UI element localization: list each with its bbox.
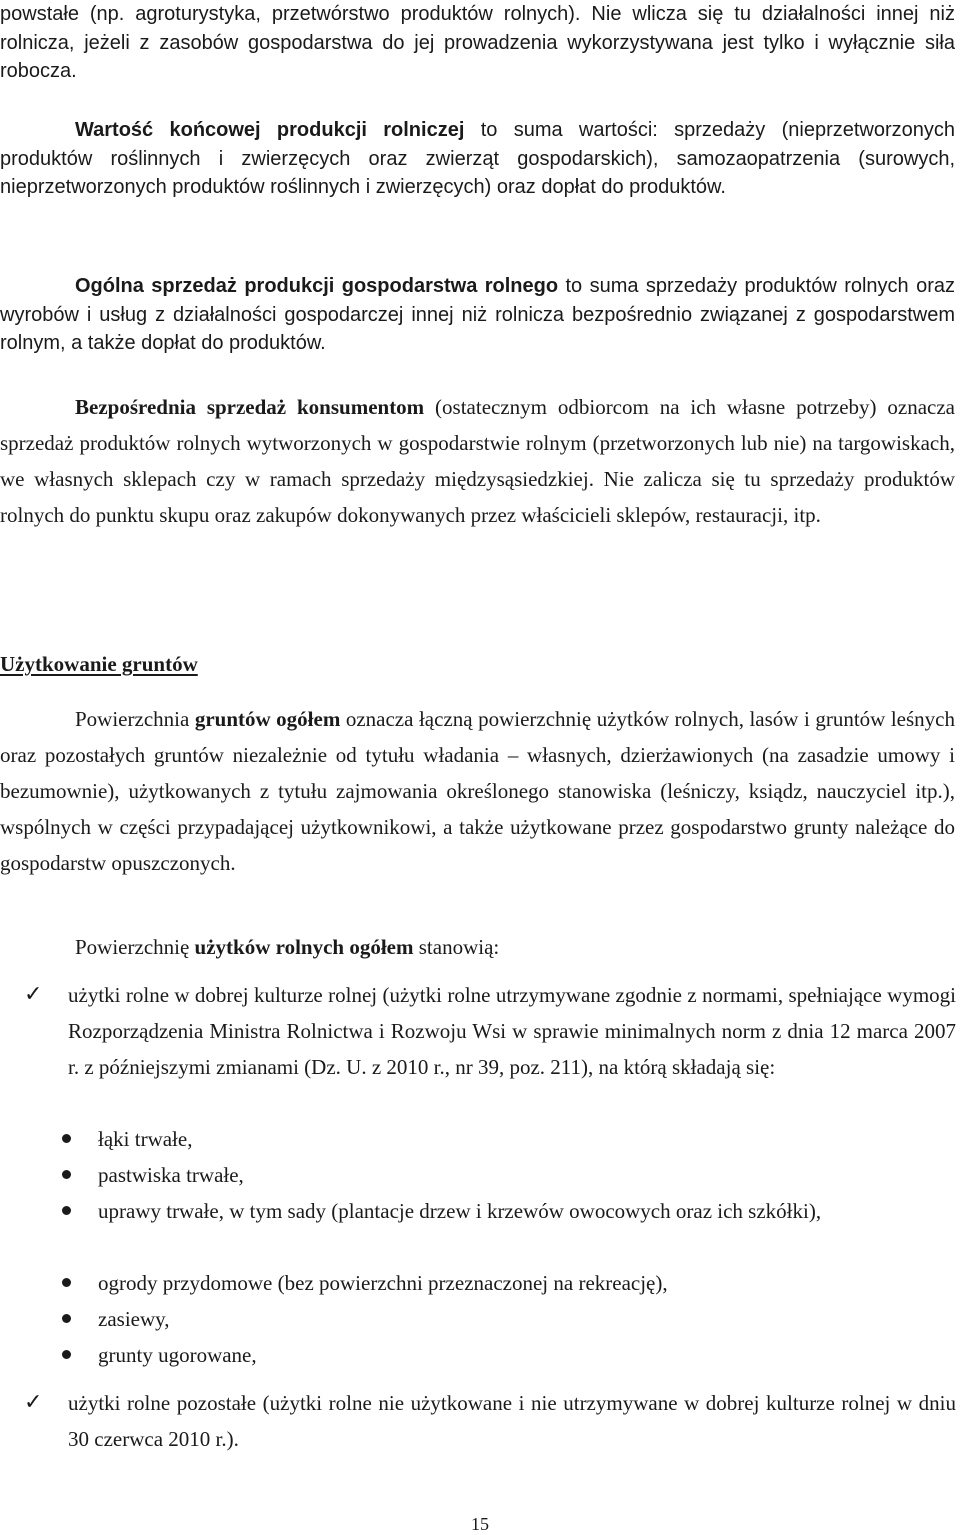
text-before: Powierzchnia [75, 707, 195, 731]
term-total-farm-sales: Ogólna sprzedaż produkcji gospodarstwa rolnego [75, 275, 559, 297]
sub-item-home-gardens [98, 1265, 956, 1301]
term-direct-sales: Bezpośrednia sprzedaż konsumentom [75, 395, 425, 419]
paragraph-final-agricultural-output [0, 116, 955, 202]
sub-item-permanent-crops [98, 1193, 956, 1229]
sub-item-text: grunty ugorowane, [98, 1343, 257, 1367]
list-item-good-condition-land [68, 977, 956, 1085]
sub-item-permanent-meadows [98, 1121, 956, 1157]
sub-item-text: ogrody przydomowe (bez powierzchni przeznaczonej na rekreację), [98, 1271, 668, 1295]
paragraph-text: powstałe (np. agroturystyka, przetwórstwo produktów rolnych). Nie wlicza się tu działalności innej niż rolnicza, jeżeli z zasobów gospodarstwa do jej prowadzenia wykorzystywana jest tylko i wyłącznie siła robocza. [0, 3, 955, 82]
list-item-text: użytki rolne pozostałe (użytki rolne nie użytkowane i nie utrzymywane w dobrej kulturze rolnej w dniu 30 czerwca 2010 r.). [68, 1391, 956, 1451]
list-item-other-land [68, 1385, 956, 1457]
checkmark-icon: ✓ [24, 1390, 43, 1415]
bullet-icon [62, 1206, 71, 1215]
definition-text: (ostatecznym odbiorcom na ich własne potrzeby) oznacza sprzedaż produktów rolnych wytworzonych w gospodarstwie rolnym (przetworzonych lub nie) na targowiskach, we własnych sklepach czy w ramach sprzedaży międzysąsiedzkiej. Nie zalicza się tu sprzedaży produktów rolnych do punktu skupu oraz zakupów dokonywanych przez właścicieli sklepów, restauracji, itp. [0, 395, 955, 527]
sub-item-text: uprawy trwałe, w tym sady (plantacje drzew i krzewów owocowych oraz ich szkółki), [98, 1199, 822, 1223]
sub-item-permanent-pastures [98, 1157, 956, 1193]
text-before: Powierzchnię [75, 935, 195, 959]
bullet-icon [62, 1350, 71, 1359]
paragraph-intro-continuation [0, 0, 955, 86]
bullet-icon [62, 1278, 71, 1287]
bullet-icon [62, 1134, 71, 1143]
page-number: 15 [471, 1514, 489, 1534]
term-final-agricultural-output: Wartość końcowej produkcji rolniczej [75, 119, 465, 141]
definition-text: oznacza łączną powierzchnię użytków rolnych, lasów i gruntów leśnych oraz pozostałych gruntów niezależnie od tytułu władania – własnych, dzierżawionych (na zasadzie umowy i bezumownie), użytkowanych z tytułu zajmowania określonego stanowiska (leśniczy, ksiądz, nauczyciel itp.), wspólnych w części przypadającej użytkownikowi, a także użytkowane przez gospodarstwo grunty należące do gospodarstw opuszczonych. [0, 707, 955, 875]
intro-text: stanowią: [413, 935, 500, 959]
paragraph-total-farm-sales [0, 272, 955, 358]
list-item-text: użytki rolne w dobrej kulturze rolnej (użytki rolne utrzymywane zgodnie z normami, spełniające wymogi Rozporządzenia Ministra Rolnictwa i Rozwoju Wsi w sprawie minimalnych norm z dnia 12 marca 2007 r. z późniejszymi zmianami (Dz. U. z 2010 r., nr 39, poz. 211), na którą składają się: [68, 983, 956, 1079]
paragraph-direct-sales [0, 389, 955, 533]
paragraph-total-land [0, 701, 955, 881]
checkmark-icon: ✓ [24, 982, 43, 1007]
term-agricultural-land: użytków rolnych ogółem [194, 935, 414, 959]
bullet-icon [62, 1314, 71, 1323]
section-heading: Użytkowanie gruntów [0, 652, 198, 676]
paragraph-agricultural-land-intro [0, 929, 955, 965]
definition-text: to suma sprzedaży produktów rolnych oraz wyrobów i usług z działalności gospodarczej innej niż rolnicza bezpośrednio związanej z gospodarstwem rolnym, a także dopłat do produktów. [0, 275, 955, 354]
sub-item-fallow-land [98, 1337, 956, 1373]
sub-item-text: zasiewy, [98, 1307, 170, 1331]
sub-item-text: łąki trwałe, [98, 1127, 193, 1151]
term-total-land: gruntów ogółem [194, 707, 341, 731]
bullet-icon [62, 1170, 71, 1179]
sub-item-text: pastwiska trwałe, [98, 1163, 244, 1187]
sub-item-sowings [98, 1301, 956, 1337]
definition-text: to suma wartości: sprzedaży (nieprzetworzonych produktów roślinnych i zwierzęcych oraz zwierząt gospodarskich), samozaopatrzenia (surowych, nieprzetworzonych produktów roślinnych i zwierzęcych) oraz dopłat do produktów. [0, 119, 956, 198]
